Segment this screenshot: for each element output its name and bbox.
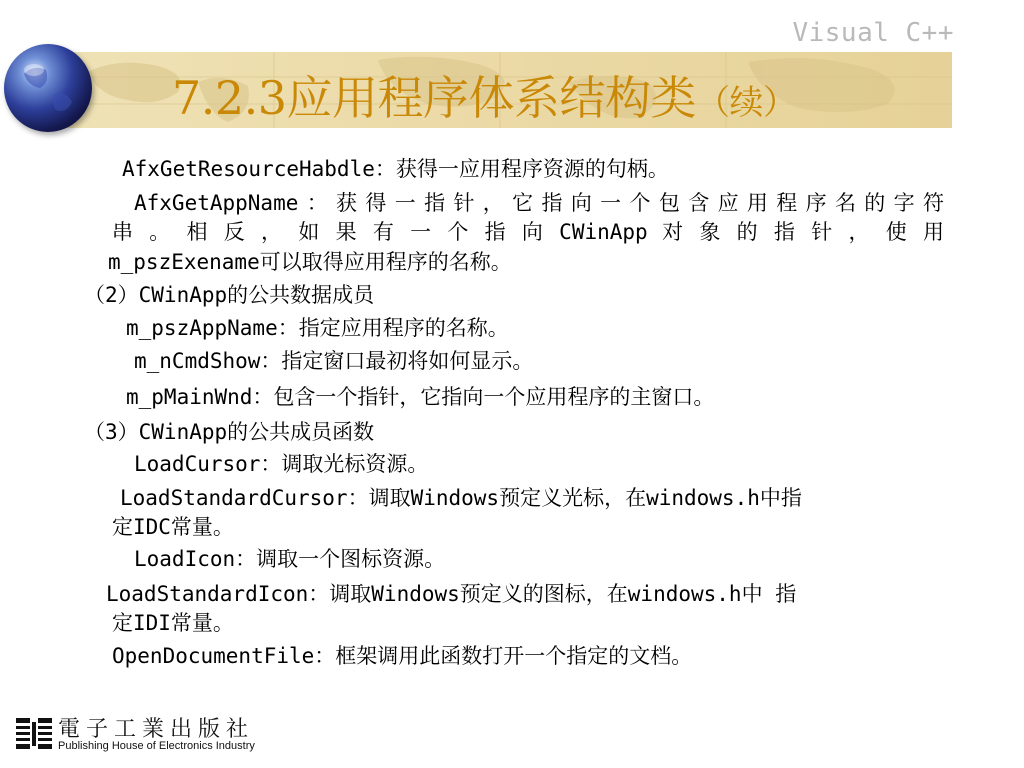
text-line: LoadStandardIcon：调取Windows预定义的图标，在windows.h中 指: [106, 582, 797, 606]
course-name: Visual C++: [792, 18, 954, 48]
text-line: AfxGetResourceHabdle：获得一应用程序资源的句柄。: [122, 157, 669, 181]
text-line: m_pszAppName：指定应用程序的名称。: [126, 316, 509, 340]
title-text: 7.2.3应用程序体系结构类: [172, 71, 697, 125]
publisher-logo-icon: [14, 714, 54, 754]
text-line: LoadStandardCursor：调取Windows预定义光标，在windows.h中指: [120, 486, 802, 510]
publisher-name-cn: 電子工業出版社: [58, 717, 255, 742]
publisher-name-en: Publishing House of Electronics Industry: [58, 740, 255, 752]
text-line: 定IDI常量。: [112, 611, 234, 635]
text-line: OpenDocumentFile：框架调用此函数打开一个指定的文档。: [112, 644, 693, 668]
text-line: m_pszExename可以取得应用程序的名称。: [108, 250, 512, 274]
text-line: m_nCmdShow：指定窗口最初将如何显示。: [134, 349, 534, 373]
section-heading: （2）CWinApp的公共数据成员: [84, 283, 375, 307]
section-heading: （3）CWinApp的公共成员函数: [84, 420, 375, 444]
text-line: 串 。 相 反 ， 如 果 有 一 个 指 向 CWinApp 对 象 的 指 针 ， 使 用: [112, 220, 944, 244]
text-line: m_pMainWnd：包含一个指针，它指向一个应用程序的主窗口。: [126, 385, 715, 409]
text-line: 定IDC常量。: [112, 515, 234, 539]
text-line: LoadCursor：调取光标资源。: [134, 452, 429, 476]
title-suffix: （续）: [696, 83, 797, 123]
text-line: AfxGetAppName：获得一指针，它指向一个包含应用程序名的字符: [134, 191, 944, 215]
text-line: LoadIcon：调取一个图标资源。: [134, 547, 446, 571]
